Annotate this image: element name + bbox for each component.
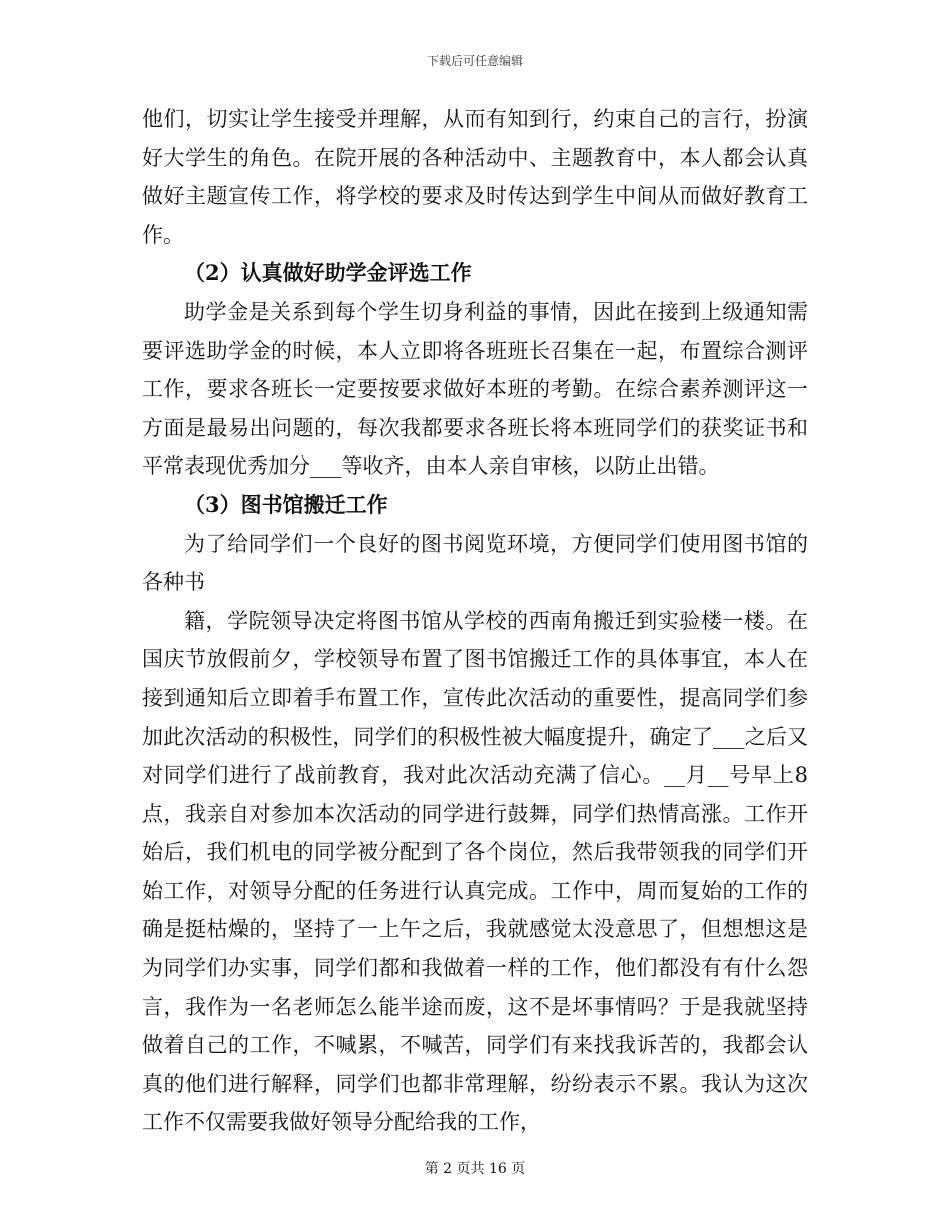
paragraph-1: 他们，切实让学生接受并理解，从而有知到行，约束自己的言行，扮演好大学生的角色。在院开展的各种活动中、主题教育中，本人都会认真做好主题宣传工作，将学校的要求及时传达到学生中间从而做好教育工作。 — [142, 107, 808, 247]
page-footer: 第 2 页共 16 页 — [424, 1161, 526, 1177]
page-header: 下载后可任意编辑 — [426, 54, 523, 68]
section-heading-2: （2）认真做好助学金评选工作 — [184, 260, 472, 286]
paragraph-2: 助学金是关系到每个学生切身利益的事情，因此在接到上级通知需要评选助学金的时候，本人立即将各班班长召集在一起，布置综合测评工作，要求各班长一定要按要求做好本班的考勤。在综合素养测评这一方面是最易出问题的，每次我都要求各班长将本班同学们的获奖证书和平常表现优秀加分___等收齐，由本人亲自审核，以防止出错。 — [142, 299, 808, 479]
paragraph-4: 籍，学院领导决定将图书馆从学校的西南角搬迁到实验楼一楼。在国庆节放假前夕，学校领导布置了图书馆搬迁工作的具体事宜，本人在接到通知后立即着手布置工作，宣传此次活动的重要性，提高同学们参加此次活动的积极性，同学们的积极性被大幅度提升，确定了___之后又对同学们进行了战前教育，我对此次活动充满了信心。__月__号早上8点，我亲自对参加本次活动的同学进行鼓舞，同学们热情高涨。工作开始后，我们机电的同学被分配到了各个岗位，然后我带领我的同学们开始工作，对领导分配的任务进行认真完成。工作中，周而复始的工作的确是挺枯燥的，坚持了一上午之后，我就感觉太没意思了，但想想这是为同学们办实事，同学们都和我做着一样的工作，他们都没有有什么怨言，我作为一名老师怎么能半途而废，这不是坏事情吗？于是我就坚持做着自己的工作，不喊累，不喊苦，同学们有来找我诉苦的，我都会认真的他们进行解释，同学们也都非常理解，纷纷表示不累。我认为这次工作不仅需要我做好领导分配给我的工作， — [142, 608, 808, 1135]
section-heading-3: （3）图书馆搬迁工作 — [184, 491, 388, 517]
document-body — [142, 100, 808, 1142]
paragraph-3: 为了给同学们一个良好的图书阅览环境，方便同学们使用图书馆的各种书 — [142, 531, 808, 595]
